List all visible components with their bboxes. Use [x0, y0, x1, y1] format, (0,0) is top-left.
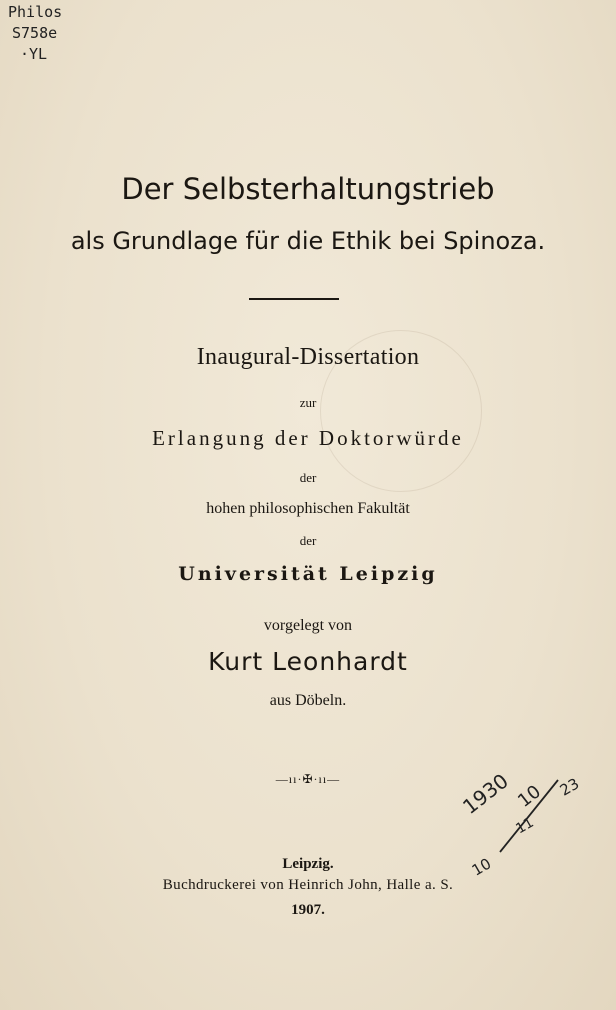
dissertation-heading: Inaugural-Dissertation — [196, 344, 420, 370]
shelfmark-line-3: ·YL — [20, 45, 48, 63]
zur-text: zur — [299, 395, 317, 410]
der-text-1: der — [299, 470, 317, 485]
stamp-num-1: 10 — [513, 781, 545, 812]
der-text-2: der — [299, 533, 317, 548]
imprint-printer: Buchdruckerei von Heinrich John, Halle a. S. — [162, 877, 454, 893]
shelfmark-line-1: Philos — [8, 3, 63, 21]
title-line-2: als Grundlage für die Ethik bei Spinoza. — [70, 227, 546, 255]
imprint-year: 1907. — [291, 902, 325, 918]
author-origin: aus Döbeln. — [269, 692, 347, 709]
author-name: Kurt Leonhardt — [208, 647, 408, 676]
stamp-num-4: 10 — [468, 854, 495, 880]
presented-by-text: vorgelegt von — [263, 617, 353, 634]
faculty-text: hohen philosophischen Fakultät — [206, 500, 410, 517]
university-name: Universität Leipzig — [178, 563, 438, 585]
imprint-place: Leipzig. — [282, 856, 334, 872]
stamp-date: 1930 — [458, 768, 513, 819]
purpose-text: Erlangung der Doktorwürde — [152, 426, 464, 450]
stamp-num-2: 23 — [556, 774, 583, 800]
shelfmark-line-2: S758e — [12, 24, 58, 42]
ornament-divider: —ıı·✠·ıı— — [275, 772, 341, 786]
stamp-num-3: 11 — [513, 814, 537, 838]
title-divider — [249, 298, 339, 300]
title-line-1: Der Selbsterhaltungstrieb — [121, 172, 495, 206]
